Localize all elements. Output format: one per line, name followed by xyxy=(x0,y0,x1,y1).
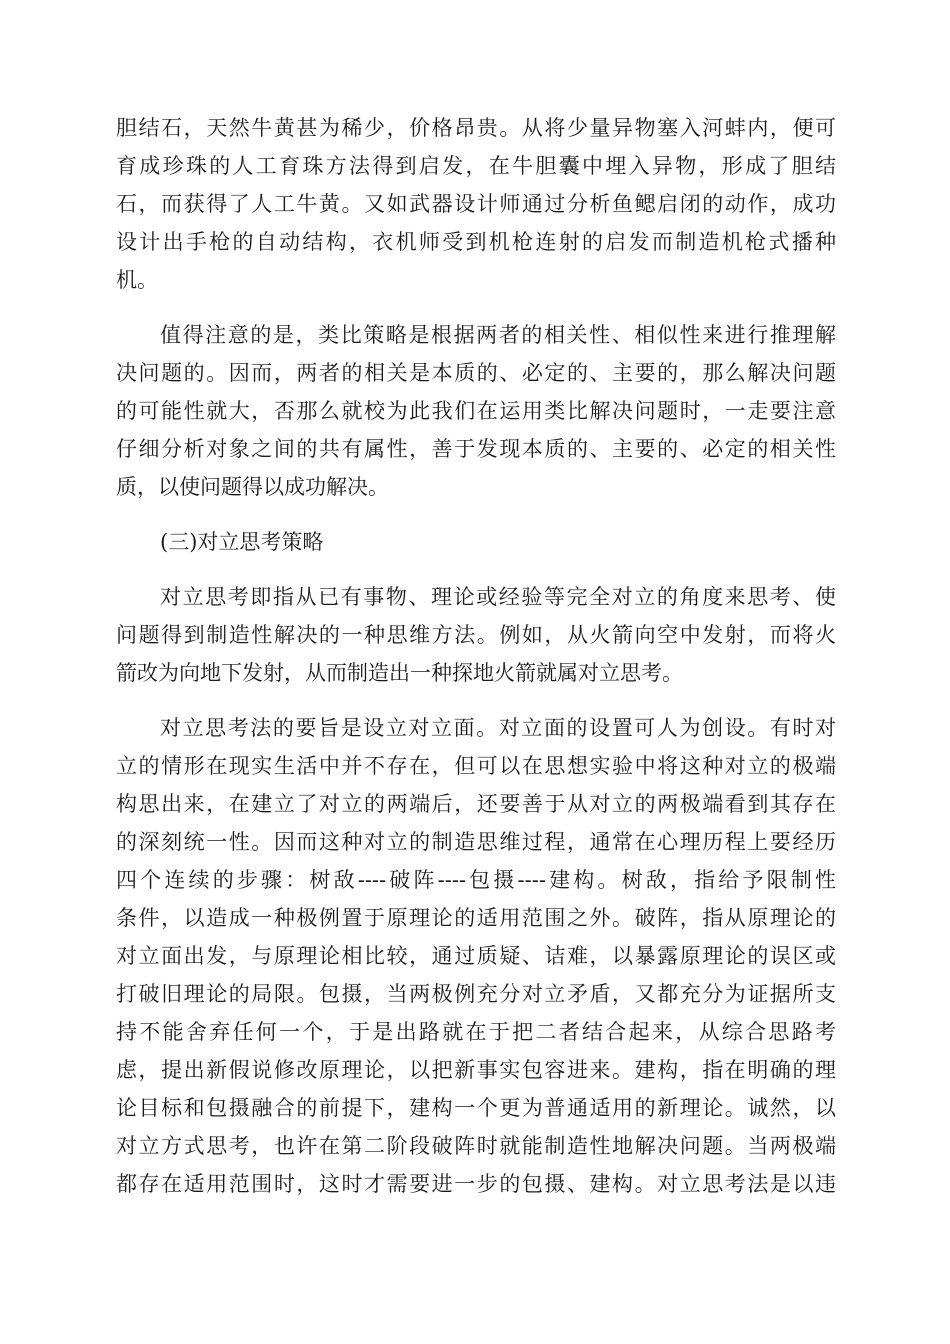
paragraph-4-line-4: 的深刻统一性。因而这种对立的制造思维过程，通常在心理历程上要经历 xyxy=(116,830,836,854)
paragraph-4-line-13: 都存在适用范围时，这时才需要进一步的包摄、建构。对立思考法是以违 xyxy=(116,1172,836,1196)
paragraph-3-line-2: 问题得到制造性解决的一种思维方法。例如，从火箭向空中发射，而将火 xyxy=(116,623,836,647)
paragraph-2-line-5: 质，以使问题得以成功解决。 xyxy=(116,475,389,499)
paragraph-2-line-1: 值得注意的是，类比策略是根据两者的相关性、相似性来进行推理解 xyxy=(160,323,836,347)
paragraph-1-line-2: 育成珍珠的人工育珠方法得到启发，在牛胆囊中埋入异物，形成了胆结 xyxy=(116,154,836,178)
paragraph-4-line-1: 对立思考法的要旨是设立对立面。对立面的设置可人为创设。有时对 xyxy=(160,716,836,740)
paragraph-2-line-4: 仔细分析对象之间的共有属性，善于发现本质的、主要的、必定的相关性 xyxy=(116,437,836,461)
paragraph-1-line-4: 设计出手枪的自动结构，衣机师受到机枪连射的启发而制造机枪式播种 xyxy=(116,230,836,254)
paragraph-2-line-2: 决问题的。因而，两者的相关是本质的、必定的、主要的，那么解决问题 xyxy=(116,361,836,385)
paragraph-4-line-5: 四个连续的步骤：树敌----破阵----包摄----建构。树敌，指给予限制性 xyxy=(116,868,836,892)
paragraph-1-line-3: 石，而获得了人工牛黄。又如武器设计师通过分析鱼鳃启闭的动作，成功 xyxy=(116,192,836,216)
paragraph-1-line-5: 机。 xyxy=(116,268,158,292)
paragraph-4-line-3: 构思出来，在建立了对立的两端后，还要善于从对立的两极端看到其存在 xyxy=(116,792,836,816)
paragraph-4-line-6: 条件，以造成一种极例置于原理论的适用范围之外。破阵，指从原理论的 xyxy=(116,906,836,930)
paragraph-4-line-8: 打破旧理论的局限。包摄，当两极例充分对立矛盾，又都充分为证据所支 xyxy=(116,982,836,1006)
paragraph-2-line-3: 的可能性就大，否那么就校为此我们在运用类比解决问题时，一走要注意 xyxy=(116,399,836,423)
paragraph-4-line-9: 持不能舍弃任何一个，于是出路就在于把二者结合起来，从综合思路考 xyxy=(116,1020,836,1044)
section-heading: (三)对立思考策略 xyxy=(160,530,324,554)
paragraph-1-line-1: 胆结石，天然牛黄甚为稀少，价格昂贵。从将少量异物塞入河蚌内，便可 xyxy=(116,116,836,140)
paragraph-3-line-1: 对立思考即指从已有事物、理论或经验等完全对立的角度来思考、使 xyxy=(160,585,836,609)
paragraph-4-line-10: 虑，提出新假说修改原理论，以把新事实包容进来。建构，指在明确的理 xyxy=(116,1058,836,1082)
paragraph-4-line-2: 立的情形在现实生活中并不存在，但可以在思想实验中将这种对立的极端 xyxy=(116,754,836,778)
paragraph-4-line-11: 论目标和包摄融合的前提下，建构一个更为普通适用的新理论。诚然，以 xyxy=(116,1096,836,1120)
paragraph-4-line-12: 对立方式思考，也许在第二阶段破阵时就能制造性地解决问题。当两极端 xyxy=(116,1134,836,1158)
paragraph-3-line-3: 箭改为向地下发射，从而制造出一种探地火箭就属对立思考。 xyxy=(116,661,683,685)
paragraph-4-line-7: 对立面出发，与原理论相比较，通过质疑、诘难，以暴露原理论的误区或 xyxy=(116,944,836,968)
